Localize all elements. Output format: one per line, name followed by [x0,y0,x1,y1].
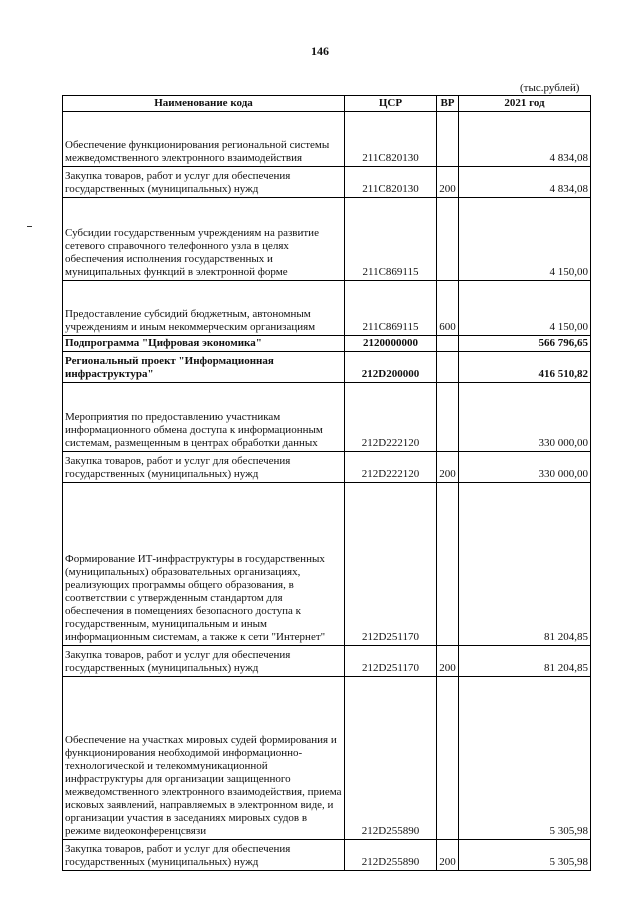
cell-vr: 200 [437,646,459,677]
cell-vr [437,112,459,167]
cell-code: 211С820130 [345,112,437,167]
cell-code: 212D255890 [345,840,437,871]
cell-amount: 566 796,65 [459,336,591,352]
cell-amount: 330 000,00 [459,452,591,483]
cell-vr [437,383,459,452]
cell-name: Формирование ИТ-инфраструктуры в государственных (муниципальных) образовательных организациях, реализующих программы общего образования, в соответствии с утвержденным стандартом для обеспечения в помещениях безопасного доступа к государственным, муниципальным и иным информационным системам, а также к сети "Интернет" [63,483,345,646]
column-header-name: Наименование кода [63,96,345,112]
cell-name: Субсидии государственным учреждениям на развитие сетевого справочного телефонного узла в целях обеспечения исполнения государственных и муниципальных функций в электронной форме [63,198,345,281]
cell-amount: 416 510,82 [459,352,591,383]
units-label: (тыс.рублей) [520,82,580,94]
cell-amount: 4 834,08 [459,167,591,198]
table-row [63,198,591,281]
header-row [63,96,591,112]
column-header-vr: ВР [437,96,459,112]
cell-amount: 4 834,08 [459,112,591,167]
cell-name: Подпрограмма "Цифровая экономика" [63,336,345,352]
cell-vr: 200 [437,840,459,871]
cell-vr: 600 [437,281,459,336]
cell-amount: 5 305,98 [459,840,591,871]
cell-name: Мероприятия по предоставлению участникам информационного обмена доступа к информационным системам, размещенным в центрах обработки данных [63,383,345,452]
cell-name: Обеспечение на участках мировых судей формирования и функционирования необходимой информационно-технологической и телекоммуникационной инфраструктуры для организации защищенного межведомственного электронного взаимодействия, приема исковых заявлений, направляемых в электронном виде, и организации участия в заседаниях мировых судов в режиме видеоконференцсвязи [63,677,345,840]
cell-amount: 4 150,00 [459,281,591,336]
cell-code: 212D200000 [345,352,437,383]
cell-vr: 200 [437,452,459,483]
cell-name: Обеспечение функционирования региональной системы межведомственного электронного взаимодействия [63,112,345,167]
cell-amount: 81 204,85 [459,646,591,677]
cell-name: Закупка товаров, работ и услуг для обеспечения государственных (муниципальных) нужд [63,646,345,677]
page-number: 146 [311,44,329,58]
cell-amount: 5 305,98 [459,677,591,840]
cell-name: Закупка товаров, работ и услуг для обеспечения государственных (муниципальных) нужд [63,840,345,871]
table-row [63,167,591,198]
cell-name: Закупка товаров, работ и услуг для обеспечения государственных (муниципальных) нужд [63,167,345,198]
cell-vr: 200 [437,167,459,198]
cell-amount: 4 150,00 [459,198,591,281]
cell-code: 212D255890 [345,677,437,840]
table-row [63,112,591,167]
cell-name: Региональный проект "Информационная инфраструктура" [63,352,345,383]
table-row [63,281,591,336]
table-row [63,646,591,677]
table-row [63,483,591,646]
table-row [63,336,591,352]
table-row [63,352,591,383]
cell-name: Предоставление субсидий бюджетным, автономным учреждениям и иным некоммерческим организациям [63,281,345,336]
budget-table [62,95,591,871]
cell-code: 212D251170 [345,483,437,646]
table-row [63,840,591,871]
cell-code: 211С820130 [345,167,437,198]
cell-code: 2120000000 [345,336,437,352]
cell-amount: 330 000,00 [459,383,591,452]
table-row [63,383,591,452]
cell-amount: 81 204,85 [459,483,591,646]
column-header-year: 2021 год [459,96,591,112]
column-header-code: ЦСР [345,96,437,112]
cell-code: 212D251170 [345,646,437,677]
margin-mark [27,226,32,227]
cell-vr [437,352,459,383]
cell-code: 212D222120 [345,452,437,483]
table-row [63,677,591,840]
cell-name: Закупка товаров, работ и услуг для обеспечения государственных (муниципальных) нужд [63,452,345,483]
cell-code: 212D222120 [345,383,437,452]
cell-vr [437,677,459,840]
cell-vr [437,336,459,352]
cell-code: 211С869115 [345,198,437,281]
cell-vr [437,198,459,281]
cell-code: 211С869115 [345,281,437,336]
cell-vr [437,483,459,646]
table-row [63,452,591,483]
